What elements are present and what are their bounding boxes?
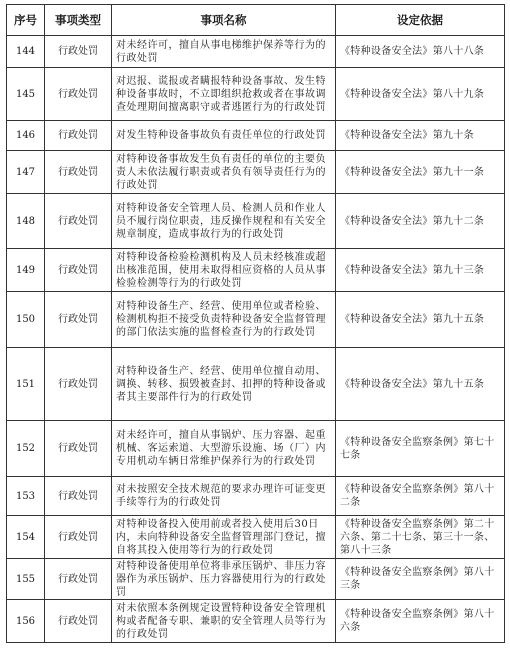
- table-row: [7, 421, 505, 477]
- row-number: 149: [7, 249, 45, 292]
- row-basis: 《特种设备安全法》第九十五条: [336, 292, 505, 348]
- row-number: 146: [7, 121, 45, 151]
- row-basis: 《特种设备安全法》第九十三条: [336, 249, 505, 292]
- row-name: 对未按照安全技术规范的要求办理许可证变更手续等行为的行政处罚: [112, 477, 336, 516]
- row-name: 对特种设备检验检测机构及人员未经核准或超出核准范围，使用未取得相应资格的人员从事检验检测等行为的行政处罚: [112, 249, 336, 292]
- row-basis: 《特种设备安全监察条例》第七十七条: [336, 421, 505, 477]
- table-row: [7, 600, 505, 643]
- row-basis: 《特种设备安全监察条例》第八十三条: [336, 559, 505, 600]
- row-basis: 《特种设备安全监察条例》第八十二条: [336, 477, 505, 516]
- row-number: 156: [7, 600, 45, 643]
- row-name: 对特种设备生产、经营、使用单位擅自动用、调换、转移、损毁被查封、扣押的特种设备或者其主要部件行为的行政处罚: [112, 348, 336, 421]
- header-row: [7, 5, 505, 36]
- table-row: [7, 249, 505, 292]
- row-number: 155: [7, 559, 45, 600]
- row-name: 对特种设备使用单位将非承压锅炉、非压力容器作为承压锅炉、压力容器使用行为的行政处罚: [112, 559, 336, 600]
- row-type: 行政处罚: [45, 477, 112, 516]
- row-type: 行政处罚: [45, 151, 112, 194]
- row-basis: 《特种设备安全监察条例》第二十六条、第二十七条、第三十一条、第八十三条: [336, 516, 505, 559]
- row-type: 行政处罚: [45, 559, 112, 600]
- row-basis: 《特种设备安全法》第九十五条: [336, 348, 505, 421]
- row-basis: 《特种设备安全法》第八十八条: [336, 36, 505, 68]
- header-type: 事项类型: [45, 5, 112, 36]
- table-row: [7, 516, 505, 559]
- row-basis: 《特种设备安全法》第九十二条: [336, 194, 505, 249]
- table-row: [7, 68, 505, 121]
- row-type: 行政处罚: [45, 194, 112, 249]
- table-row: [7, 36, 505, 68]
- row-name: 对特种设备投入使用前或者投入使用后30日内，未向特种设备安全监督管理部门登记，擅自将其投入使用等行为的行政处罚: [112, 516, 336, 559]
- row-name: 对特种设备事故发生负有责任的单位的主要负责人未依法履行职责或者负有领导责任行为的行政处罚: [112, 151, 336, 194]
- row-name: 对特种设备生产、经营、使用单位或者检验、检测机构拒不接受负责特种设备安全监督管理的部门依法实施的监督检查行为的行政处罚: [112, 292, 336, 348]
- header-no: 序号: [7, 5, 45, 36]
- row-number: 150: [7, 292, 45, 348]
- table-row: [7, 477, 505, 516]
- row-number: 152: [7, 421, 45, 477]
- row-name: 对发生特种设备事故负有责任单位的行政处罚: [112, 121, 336, 151]
- row-name: 对未依照本条例规定设置特种设备安全管理机构或者配备专职、兼职的安全管理人员等行为的行政处罚: [112, 600, 336, 643]
- table-row: [7, 121, 505, 151]
- row-type: 行政处罚: [45, 121, 112, 151]
- row-basis: 《特种设备安全法》第八十九条: [336, 68, 505, 121]
- row-type: 行政处罚: [45, 348, 112, 421]
- row-number: 151: [7, 348, 45, 421]
- table-row: [7, 194, 505, 249]
- table-row: [7, 151, 505, 194]
- row-type: 行政处罚: [45, 292, 112, 348]
- row-number: 153: [7, 477, 45, 516]
- row-type: 行政处罚: [45, 68, 112, 121]
- row-basis: 《特种设备安全法》第九十条: [336, 121, 505, 151]
- row-number: 147: [7, 151, 45, 194]
- row-type: 行政处罚: [45, 249, 112, 292]
- row-number: 144: [7, 36, 45, 68]
- row-type: 行政处罚: [45, 600, 112, 643]
- regulation-table: [6, 4, 505, 643]
- table-row: [7, 348, 505, 421]
- row-number: 145: [7, 68, 45, 121]
- header-basis: 设定依据: [336, 5, 505, 36]
- header-name: 事项名称: [112, 5, 336, 36]
- row-type: 行政处罚: [45, 36, 112, 68]
- row-name: 对未经许可，擅自从事电梯维护保养等行为的行政处罚: [112, 36, 336, 68]
- row-name: 对特种设备安全管理人员、检测人员和作业人员不履行岗位职责，违反操作规程和有关安全规章制度，造成事故行为的行政处罚: [112, 194, 336, 249]
- row-basis: 《特种设备安全监察条例》第八十六条: [336, 600, 505, 643]
- row-number: 148: [7, 194, 45, 249]
- row-number: 154: [7, 516, 45, 559]
- table-row: [7, 559, 505, 600]
- row-type: 行政处罚: [45, 516, 112, 559]
- table-row: [7, 292, 505, 348]
- row-name: 对未经许可，擅自从事锅炉、压力容器、起重机械、客运索道、大型游乐设施、场（厂）内专用机动车辆日常维护保养行为的行政处罚: [112, 421, 336, 477]
- row-basis: 《特种设备安全法》第九十一条: [336, 151, 505, 194]
- row-name: 对迟报、谎报或者瞒报特种设备事故、发生特种设备事故时，不立即组织抢救或者在事故调查处理期间擅离职守或者逃匿行为的行政处罚: [112, 68, 336, 121]
- row-type: 行政处罚: [45, 421, 112, 477]
